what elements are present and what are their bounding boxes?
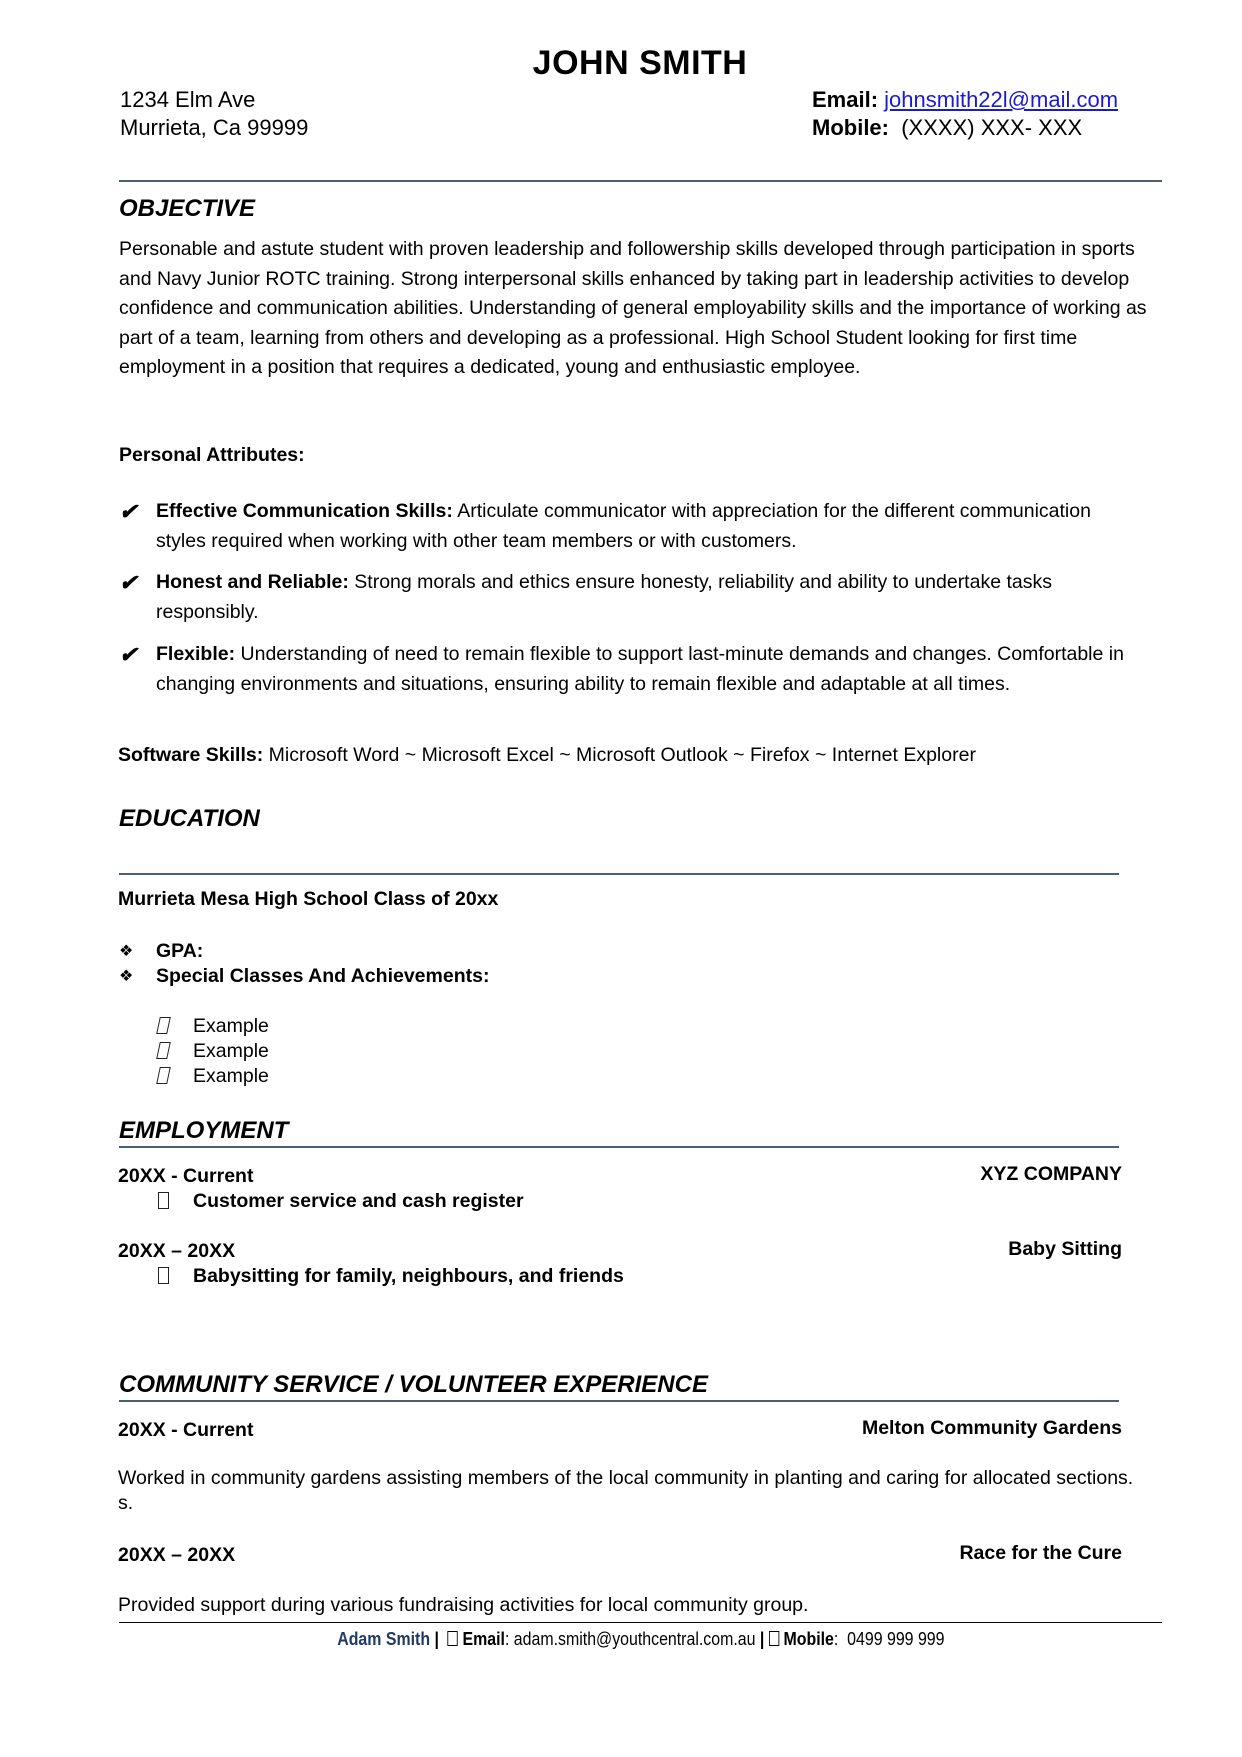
email-label: Email: bbox=[812, 87, 879, 112]
checkmark-icon: ✔ bbox=[119, 570, 138, 595]
volunteer-org: Melton Community Gardens bbox=[861, 1417, 1122, 1439]
example-item: Example bbox=[193, 1040, 269, 1062]
volunteer-text: Worked in community gardens assisting members of the local community in planting and caring for allocated sections. s. bbox=[118, 1467, 1134, 1514]
phone-icon bbox=[769, 1631, 779, 1646]
box-bullet-icon bbox=[158, 1067, 169, 1087]
employment-title: EMPLOYMENT bbox=[119, 1117, 289, 1144]
footer-separator: | bbox=[759, 1628, 765, 1649]
job-org: XYZ COMPANY bbox=[980, 1163, 1122, 1185]
gpa-label: GPA: bbox=[156, 940, 204, 962]
diamond-bullet-icon: ❖ bbox=[119, 943, 134, 960]
attribute-label: Honest and Reliable: bbox=[156, 571, 349, 593]
objective-text: Personable and astute student with proven leadership and followership skills developed through participation in sports and Navy Junior ROTC training. Strong interpersonal skills enhanced by taking part in leadership activities to develop confidence and communication abilities. Understanding of general employability skills and the importance of working as part of a team, learning from others and developing as a professional. High School Student looking for first time employment in a position that requires a dedicated, young and enthusiastic employee. bbox=[119, 238, 1147, 378]
email-row bbox=[812, 86, 1118, 114]
attribute-item bbox=[119, 568, 1139, 627]
attribute-text: Strong morals and ethics ensure honesty, reliability and ability to undertake tasks responsibly. bbox=[156, 571, 1052, 623]
job-dates: 20XX – 20XX bbox=[118, 1240, 236, 1262]
example-item: Example bbox=[193, 1065, 269, 1087]
objective-title: OBJECTIVE bbox=[119, 195, 256, 222]
community-title: COMMUNITY SERVICE / VOLUNTEER EXPERIENCE bbox=[119, 1371, 708, 1398]
job-detail: Babysitting for family, neighbours, and friends bbox=[193, 1265, 624, 1287]
box-bullet-icon bbox=[158, 1267, 169, 1287]
volunteer-org: Race for the Cure bbox=[959, 1542, 1122, 1564]
box-bullet-icon bbox=[158, 1017, 169, 1037]
attribute-item bbox=[119, 640, 1139, 699]
email-link[interactable]: johnsmith22l@mail.com bbox=[884, 87, 1119, 112]
school-name: Murrieta Mesa High School Class of 20xx bbox=[118, 888, 499, 910]
job-detail: Customer service and cash register bbox=[193, 1190, 524, 1212]
volunteer-text: Provided support during various fundraising activities for local community group. bbox=[118, 1594, 809, 1616]
header-divider bbox=[119, 180, 1162, 182]
volunteer-dates: 20XX - Current bbox=[118, 1419, 254, 1441]
footer-mobile: 0499 999 999 bbox=[847, 1628, 945, 1649]
software-skills-label: Software Skills: bbox=[118, 744, 264, 766]
example-item: Example bbox=[193, 1015, 269, 1037]
education-divider bbox=[119, 873, 1119, 875]
diamond-bullet-icon: ❖ bbox=[119, 968, 134, 985]
address-line-2: Murrieta, Ca 99999 bbox=[120, 115, 309, 140]
education-title: EDUCATION bbox=[119, 805, 260, 832]
address-line-1: 1234 Elm Ave bbox=[120, 87, 256, 112]
box-bullet-icon bbox=[158, 1192, 169, 1212]
box-bullet-icon bbox=[158, 1042, 169, 1062]
footer-email-label: Email bbox=[462, 1628, 505, 1649]
footer-divider bbox=[119, 1622, 1162, 1623]
software-skills-text: Microsoft Word ~ Microsoft Excel ~ Microsoft Outlook ~ Firefox ~ Internet Explorer bbox=[263, 744, 976, 766]
job-org: Baby Sitting bbox=[1008, 1238, 1122, 1260]
employment-divider bbox=[119, 1146, 1119, 1148]
job-dates: 20XX - Current bbox=[118, 1165, 254, 1187]
attribute-text: Articulate communicator with appreciation for the different communication styles required when working with other team members or with customers. bbox=[156, 500, 1091, 552]
attribute-text: Understanding of need to remain flexible to support last-minute demands and changes. Comfortable in changing environments and situations, ensuring ability to remain flexible and adaptable at all times. bbox=[156, 643, 1124, 695]
footer-separator: | bbox=[434, 1628, 439, 1649]
checkmark-icon: ✔ bbox=[119, 642, 138, 667]
mobile-value: (XXXX) XXX- XXX bbox=[901, 115, 1083, 140]
attribute-item bbox=[119, 497, 1139, 556]
candidate-name: JOHN SMITH bbox=[532, 44, 748, 82]
footer-email[interactable]: adam.smith@youthcentral.com.au bbox=[513, 1628, 756, 1649]
attribute-label: Effective Communication Skills: bbox=[156, 500, 453, 522]
community-divider bbox=[119, 1400, 1119, 1402]
special-classes-label: Special Classes And Achievements: bbox=[156, 965, 490, 987]
email-icon bbox=[448, 1631, 458, 1646]
mobile-label: Mobile: bbox=[812, 115, 889, 140]
volunteer-dates: 20XX – 20XX bbox=[118, 1544, 236, 1566]
footer: Adam Smith | Email: adam.smith@youthcentral.com.au | Mobile: 0499 999 999 bbox=[337, 1628, 945, 1649]
footer-name: Adam Smith bbox=[337, 1628, 431, 1649]
footer-mobile-label: Mobile bbox=[783, 1628, 834, 1649]
attribute-label: Flexible: bbox=[156, 643, 236, 665]
software-skills-row bbox=[118, 742, 976, 768]
personal-attributes-label: Personal Attributes: bbox=[119, 444, 305, 466]
mobile-row bbox=[812, 114, 1082, 142]
checkmark-icon: ✔ bbox=[119, 499, 138, 524]
